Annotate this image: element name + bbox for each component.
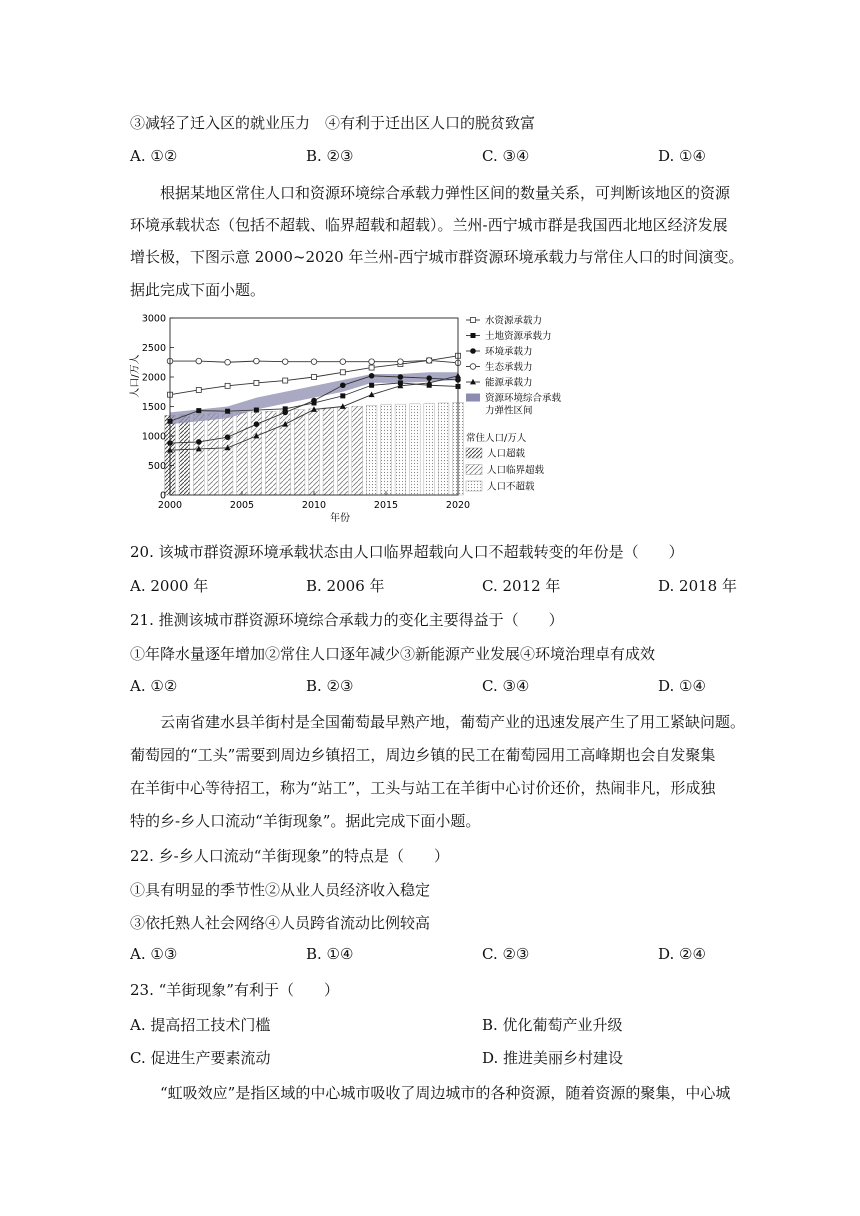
series-point [254,358,260,364]
population-bar [237,412,248,495]
passage2-line: 在羊街中心等待招工，称为“站工”，工头与站工在羊街中心讨价还价，热闹非凡，形成独 [130,779,716,797]
legend-marker [470,348,476,354]
x-tick-label: 2000 [157,500,183,511]
passage2-line: 云南省建水县羊街村是全国葡萄最早熟产地，葡萄产业的迅速发展产生了用工紧缺问题。 [160,713,746,731]
legend-marker [471,318,476,323]
population-bar [381,405,392,495]
legend-bar-label: 人口临界超载 [487,465,545,476]
series-point [196,387,201,392]
q20-option-d[interactable]: D. 2018 年 [658,577,737,595]
series-point [340,393,345,398]
x-tick-label: 2005 [229,500,255,511]
population-bar [438,403,449,495]
legend-bar-swatch [466,448,482,458]
legend-label: 生态承载力 [485,362,533,373]
x-tick-label: 2015 [373,500,399,511]
series-point [369,373,375,379]
q23-option-d[interactable]: D. 推进美丽乡村建设 [482,1049,624,1067]
legend-label: 环境承载力 [485,346,533,358]
y-tick-label: 500 [147,461,166,472]
population-bar [193,414,204,495]
legend-band-label: 资源环境综合承载 [485,393,562,404]
option-c[interactable]: C. ③④ [482,147,530,165]
q23-option-a[interactable]: A. 提高招工技术门槛 [130,1016,271,1034]
q22-option-c[interactable]: C. ②③ [482,945,530,963]
series-point [312,375,317,380]
passage2-line: 葡萄园的“工头”需要到周边乡镇招工，周边乡镇的民工在葡萄园用工高峰期也会自发聚集 [130,746,716,764]
series-point [196,408,201,413]
legend-label: 水资源承载力 [485,315,543,327]
y-axis-label: 人口/万人 [130,354,141,398]
y-tick-label: 3000 [141,313,166,325]
y-tick-label: 2500 [141,343,166,354]
series-point [369,365,374,370]
q23-option-b[interactable]: B. 优化葡萄产业升级 [482,1016,623,1034]
legend-band-swatch [466,394,480,402]
q21-option-b[interactable]: B. ②③ [306,677,354,695]
series-point [340,370,345,375]
legend-bar-title: 常住人口/万人 [466,433,527,444]
population-bar [424,404,435,495]
q20-option-b[interactable]: B. 2006 年 [306,577,385,595]
legend-marker [470,364,476,370]
legend-bar-label: 人口超载 [487,448,526,460]
population-bar [179,415,190,495]
passage1-line: 增长极，下图示意 2000~2020 年兰州-西宁城市群资源环境承载力与常住人口的时间演变。 [130,248,744,266]
population-bar [309,409,320,495]
q21-option-c[interactable]: C. ③④ [482,677,530,695]
passage1-line: 据此完成下面小题。 [130,281,266,299]
series-point [398,374,404,380]
series-point [340,382,346,388]
series-point [196,358,202,364]
option-a[interactable]: A. ①② [130,147,178,165]
legend-label: 能源承载力 [485,377,533,389]
legend-band-label: 力弹性区间 [485,405,533,417]
legend-bar-swatch [466,465,482,475]
q23-stem: 23. “羊街现象”有利于（ ） [130,981,339,999]
passage3-line: “虹吸效应”是指区域的中心城市吸收了周边城市的各种资源，随着资源的聚集，中心城 [160,1084,731,1102]
legend-bar-swatch [466,481,482,491]
y-tick-label: 0 [159,490,166,502]
q22-option-d[interactable]: D. ②④ [658,945,706,963]
series-point [196,439,202,445]
carrying-capacity-chart [128,306,568,526]
y-tick-label: 1000 [141,431,166,443]
y-tick-label: 1500 [141,402,166,413]
q22-option-b[interactable]: B. ①④ [306,945,354,963]
series-point [225,383,230,388]
population-bar [265,411,276,495]
passage1-line: 根据某地区常住人口和资源环境综合承载力弹性区间的数量关系，可判断该地区的资源 [160,184,731,202]
legend-bar-label: 人口不超载 [487,481,535,493]
statements-line: ③减轻了迁入区的就业压力 ④有利于迁出区人口的脱贫致富 [130,114,536,132]
series-point [254,421,260,427]
q22-stem: 22. 乡-乡人口流动“羊街现象”的特点是（ ） [130,847,450,865]
q22-statements: ③依托熟人社会网络④人员跨省流动比例较高 [130,914,431,932]
population-bar [208,414,219,495]
population-bar [222,413,233,495]
series-point [282,359,288,365]
series-point [311,398,317,404]
population-bar [323,408,334,495]
series-point [225,359,231,365]
series-point [369,383,374,388]
series-point [254,408,259,413]
series-point [254,380,259,385]
passage2-line: 特的乡-乡人口流动“羊街现象”。据此完成下面小题。 [130,812,481,830]
series-point [369,359,375,365]
x-tick-label: 2010 [301,500,327,511]
series-point [225,409,230,414]
population-bar [409,404,420,495]
q23-option-c[interactable]: C. 促进生产要素流动 [130,1049,271,1067]
option-b[interactable]: B. ②③ [306,147,354,165]
population-bar [294,410,305,495]
q20-option-c[interactable]: C. 2012 年 [482,577,561,595]
series-point [426,358,432,364]
series-point [311,359,317,365]
q21-option-a[interactable]: A. ①② [130,677,178,695]
population-bar [395,404,406,495]
population-bar [366,405,377,495]
series-point [283,378,288,383]
q22-statements: ①具有明显的季节性②从业人员经济收入稳定 [130,881,431,899]
q22-option-a[interactable]: A. ①③ [130,945,178,963]
legend-label: 土地资源承载力 [485,331,552,342]
population-bar [352,406,363,495]
q21-stem: 21. 推测该城市群资源环境综合承载力的变化主要得益于（ ） [130,611,564,629]
series-point [225,434,231,440]
q20-option-a[interactable]: A. 2000 年 [130,577,209,595]
q21-statements: ①年降水量逐年增加②常住人口逐年减少③新能源产业发展④环境治理卓有成效 [130,645,656,663]
series-point [340,359,346,365]
q20-stem: 20. 该城市群资源环境承载状态由人口临界超载向人口不超载转变的年份是（ ） [130,543,684,561]
series-point [398,359,404,365]
option-d[interactable]: D. ①④ [658,147,706,165]
x-tick-label: 2020 [445,500,471,511]
q21-option-d[interactable]: D. ①④ [658,677,706,695]
passage1-line: 环境承载状态（包括不超载、临界超载和超载）。兰州-西宁城市群是我国西北地区经济发展 [130,216,728,234]
series-point [282,410,288,416]
legend-marker [471,333,476,338]
x-axis-label: 年份 [330,513,350,524]
y-tick-label: 2000 [141,372,166,384]
population-bar [337,407,348,495]
